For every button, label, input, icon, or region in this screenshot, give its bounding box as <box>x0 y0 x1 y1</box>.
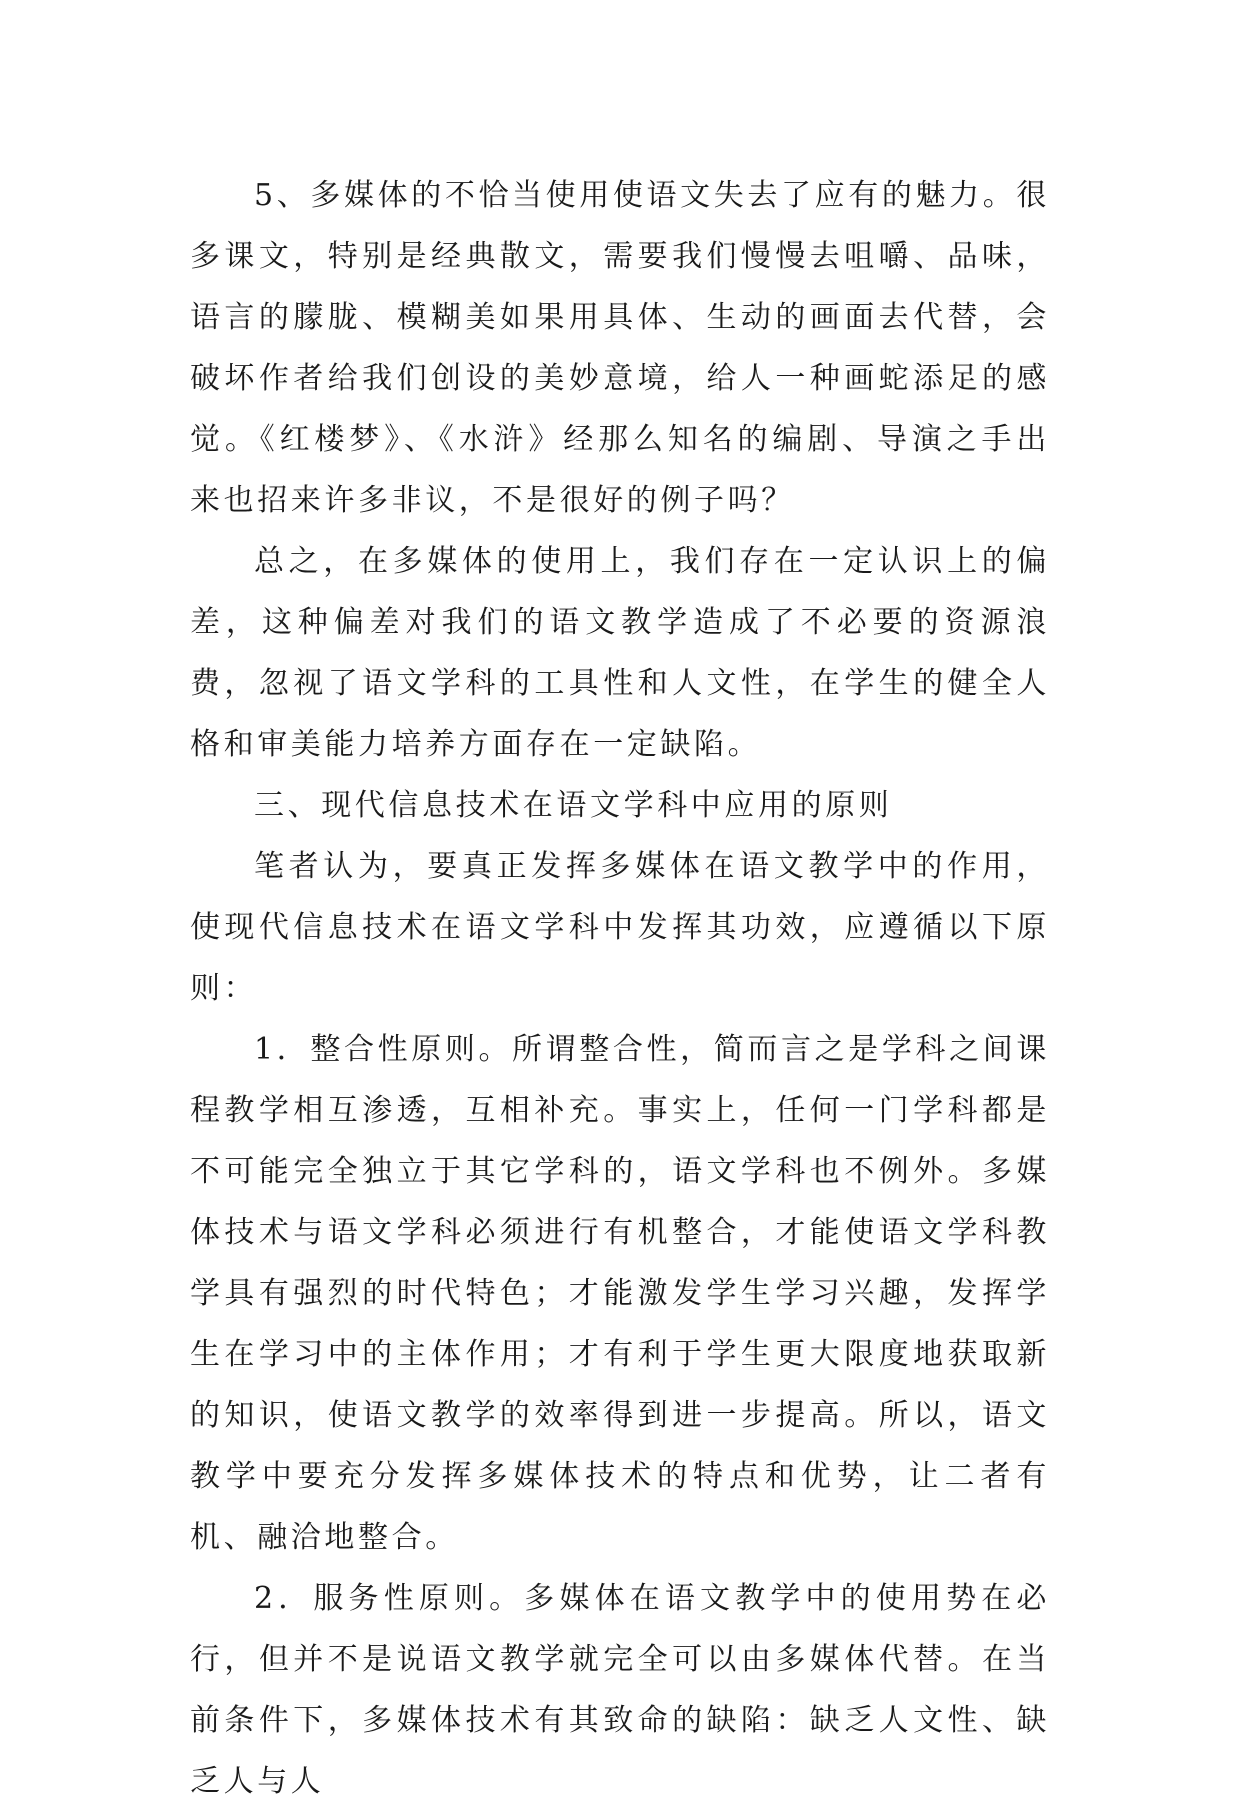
paragraph-service-principle: 2．服务性原则。多媒体在语文教学中的使用势在必行，但并不是说语文教学就完全可以由多媒体代替。在当前条件下，多媒体技术有其致命的缺陷：缺乏人文性、缺乏人与人 <box>190 1581 1050 1799</box>
section-heading-principles: 三、现代信息技术在语文学科中应用的原则 <box>254 788 893 823</box>
paragraph-multimedia-charm: 5、多媒体的不恰当使用使语文失去了应有的魅力。很多课文，特别是经典散文，需要我们慢慢去咀嚼、品味，语言的朦胧、模糊美如果用具体、生动的画面去代替，会破坏作者给我们创设的美妙意境，给人一种画蛇添足的感觉。《红楼梦》、《水浒》经那么知名的编剧、导演之手出来也招来许多非议，不是很好的例子吗？ <box>190 178 1050 518</box>
document-body <box>190 165 1050 1812</box>
paragraph-author-view: 笔者认为，要真正发挥多媒体在语文教学中的作用，使现代信息技术在语文学科中发挥其功效，应遵循以下原则： <box>190 849 1050 1006</box>
paragraph-integration-principle: 1．整合性原则。所谓整合性，简而言之是学科之间课程教学相互渗透，互相补充。事实上，任何一门学科都是不可能完全独立于其它学科的，语文学科也不例外。多媒体技术与语文学科必须进行有机整合，才能使语文学科教学具有强烈的时代特色；才能激发学生学习兴趣，发挥学生在学习中的主体作用；才有利于学生更大限度地获取新的知识，使语文教学的效率得到进一步提高。所以，语文教学中要充分发挥多媒体技术的特点和优势，让二者有机、融洽地整合。 <box>190 1032 1050 1555</box>
paragraph-summary: 总之，在多媒体的使用上，我们存在一定认识上的偏差，这种偏差对我们的语文教学造成了不必要的资源浪费，忽视了语文学科的工具性和人文性，在学生的健全人格和审美能力培养方面存在一定缺陷。 <box>190 544 1050 762</box>
